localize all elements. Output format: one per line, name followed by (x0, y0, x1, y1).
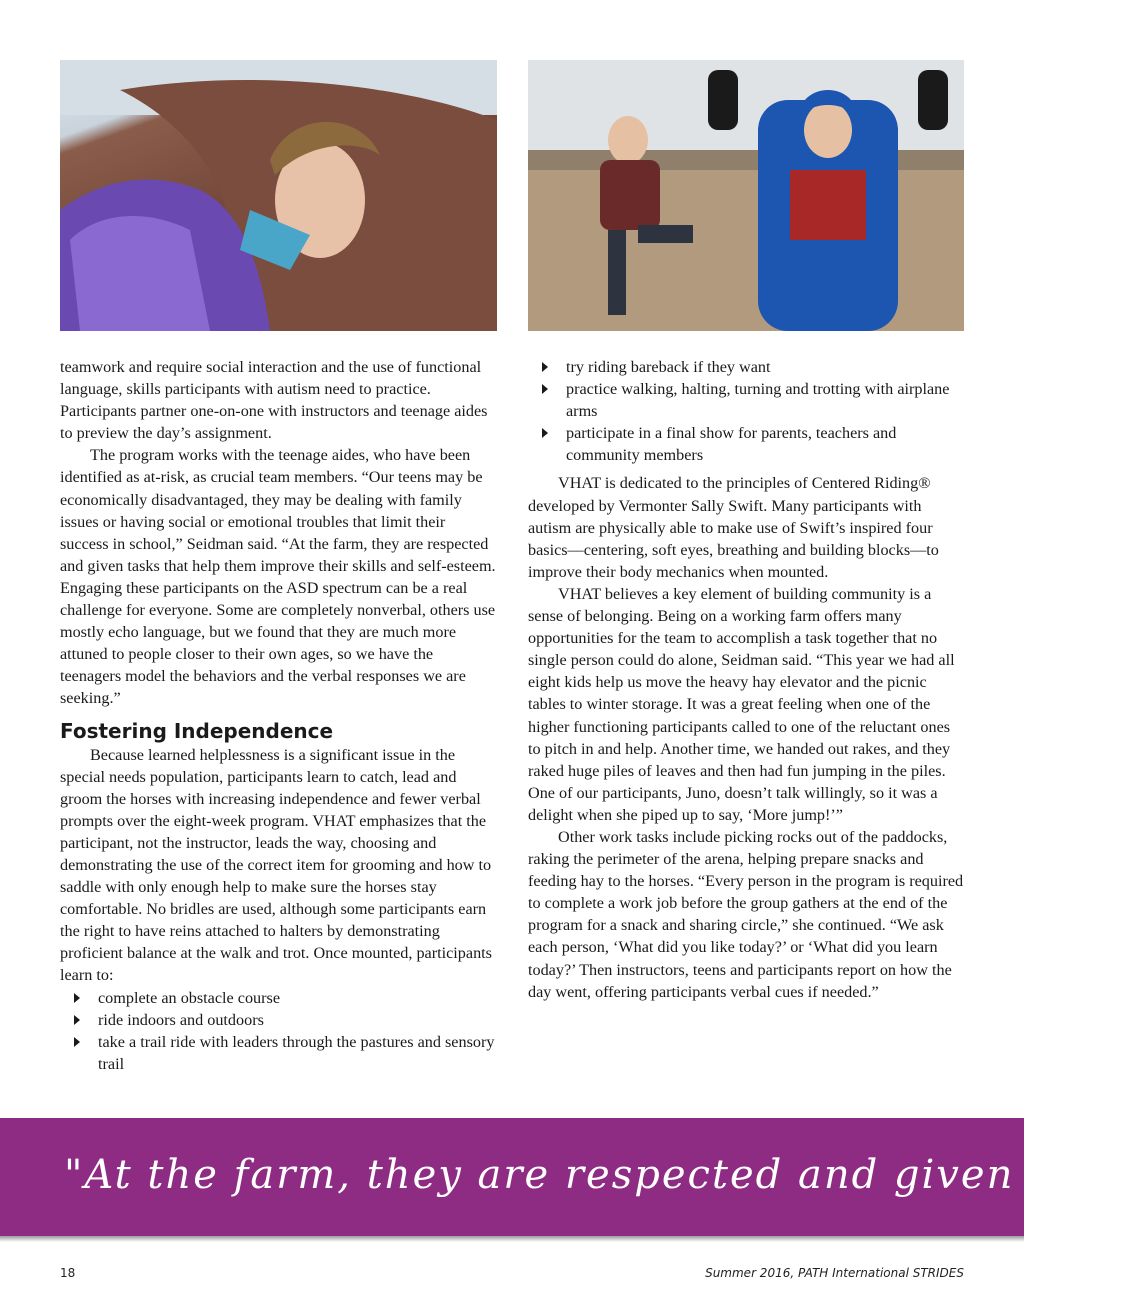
page-number: 18 (60, 1266, 76, 1280)
bullet-triangle-icon (542, 428, 548, 438)
banner-shadow (0, 1236, 1024, 1242)
bullet-triangle-icon (74, 1015, 80, 1025)
list-item (528, 422, 964, 466)
list-item-text: try riding bareback if they want (566, 358, 771, 376)
paragraph-teamwork: teamwork and require social interaction and the use of functional language, skills participants with autism need to practice. Participants partner one-on-one with instructors and teenage aides to preview the day’s assignment. (60, 358, 488, 443)
paragraph-community: VHAT believes a key element of building community is a sense of belonging. Being on a working farm offers many opportunities for the team to accomplish a task together that no single person could do alone, Seidman said. “This year we had all eight kids help us move the heavy hay elevator and the picnic tables to winter storage. It was a great feeling when one of the higher functioning participants called to one of the reluctant ones to pitch in and help. Another time, we handed out rakes, and they raked huge piles of leaves and then had fun jumping in the piles. One of our participants, Juno, doesn’t talk willingly, so it was a delight when she piped up to say, ‘More jump!’” (528, 584, 955, 824)
pull-quote-banner (0, 1118, 1144, 1238)
list-item (528, 378, 964, 422)
list-item (60, 987, 497, 1009)
bullet-list-mounted-skills (60, 987, 497, 1075)
paragraph-centered-riding: VHAT is dedicated to the principles of Centered Riding® developed by Vermonter Sally Swift. Many participants with autism are physically able to make use of Swift’s inspired four basics—centering, soft eyes, breathing and building blocks—to improve their body mechanics when mounted. (528, 474, 939, 581)
list-item (60, 1009, 497, 1031)
issue-label: Summer 2016, PATH International STRIDES (705, 1266, 964, 1280)
bullet-triangle-icon (542, 362, 548, 372)
pull-quote-text: "At the farm, they are respected and given tasks (64, 1152, 1144, 1198)
photo-two-boys-in-arena (528, 60, 964, 331)
article-right-column (528, 356, 964, 1003)
photo-boy-with-horse (60, 60, 497, 331)
list-item-text: practice walking, halting, turning and trotting with airplane arms (566, 380, 950, 421)
section-heading: Fostering Independence (60, 718, 334, 743)
boy-hugging-horse-photo (60, 60, 497, 331)
paragraph-work-tasks: Other work tasks include picking rocks out of the paddocks, raking the perimeter of the arena, helping prepare snacks and feeding hay to the horses. “Every person in the program is required to complete a work job before the group gathers at the end of the program for a snack and sharing circle,” she continued. “We ask each person, ‘What did you like today?’ or ‘What did you learn today?’ Then instructors, teens and participants report on how the day went, offering participants verbal cues if needed.” (528, 827, 964, 1001)
bullet-triangle-icon (74, 993, 80, 1003)
list-item-text: ride indoors and outdoors (98, 1010, 264, 1029)
article-left-column (60, 356, 497, 1075)
two-boys-in-arena-photo (528, 60, 964, 331)
paragraph-learned-helplessness: Because learned helplessness is a significant issue in the special needs population, participants learn to catch, lead and groom the horses with increasing independence and fewer verbal prompts over the eight-week program. VHAT emphasizes that the participant, not the instructor, leads the way, choosing and demonstrating the use of the correct item for grooming and how to saddle with only enough help to make sure the horses stay comfortable. No bridles are used, although some participants earn the right to have reins attached to halters by demonstrating proficient balance at the walk and trot. Once mounted, participants learn to: (60, 745, 492, 985)
list-item (60, 1031, 497, 1075)
bullet-list-continued (528, 356, 964, 466)
list-item (528, 356, 964, 378)
list-item-text: complete an obstacle course (98, 988, 281, 1007)
bullet-triangle-icon (74, 1037, 80, 1047)
list-item-text: take a trail ride with leaders through the pastures and sensory trail (98, 1032, 495, 1073)
bullet-triangle-icon (542, 384, 548, 394)
list-item-text: participate in a final show for parents, teachers and community members (566, 424, 897, 465)
paragraph-teenage-aides: The program works with the teenage aides, who have been identified as at-risk, as crucial team members. “Our teens may be economically disadvantaged, they may be dealing with family issues or having social or emotional troubles that limit their success in school,” Seidman said. “At the farm, they are respected and given tasks that help them improve their skills and self-esteem. Engaging these participants on the ASD spectrum can be a real challenge for everyone. Some are completely nonverbal, others use mostly echo language, but we found that they are much more attuned to people closer to their own ages, so we have the teenagers model the behaviors and the verbal responses we are seeking.” (60, 446, 496, 708)
